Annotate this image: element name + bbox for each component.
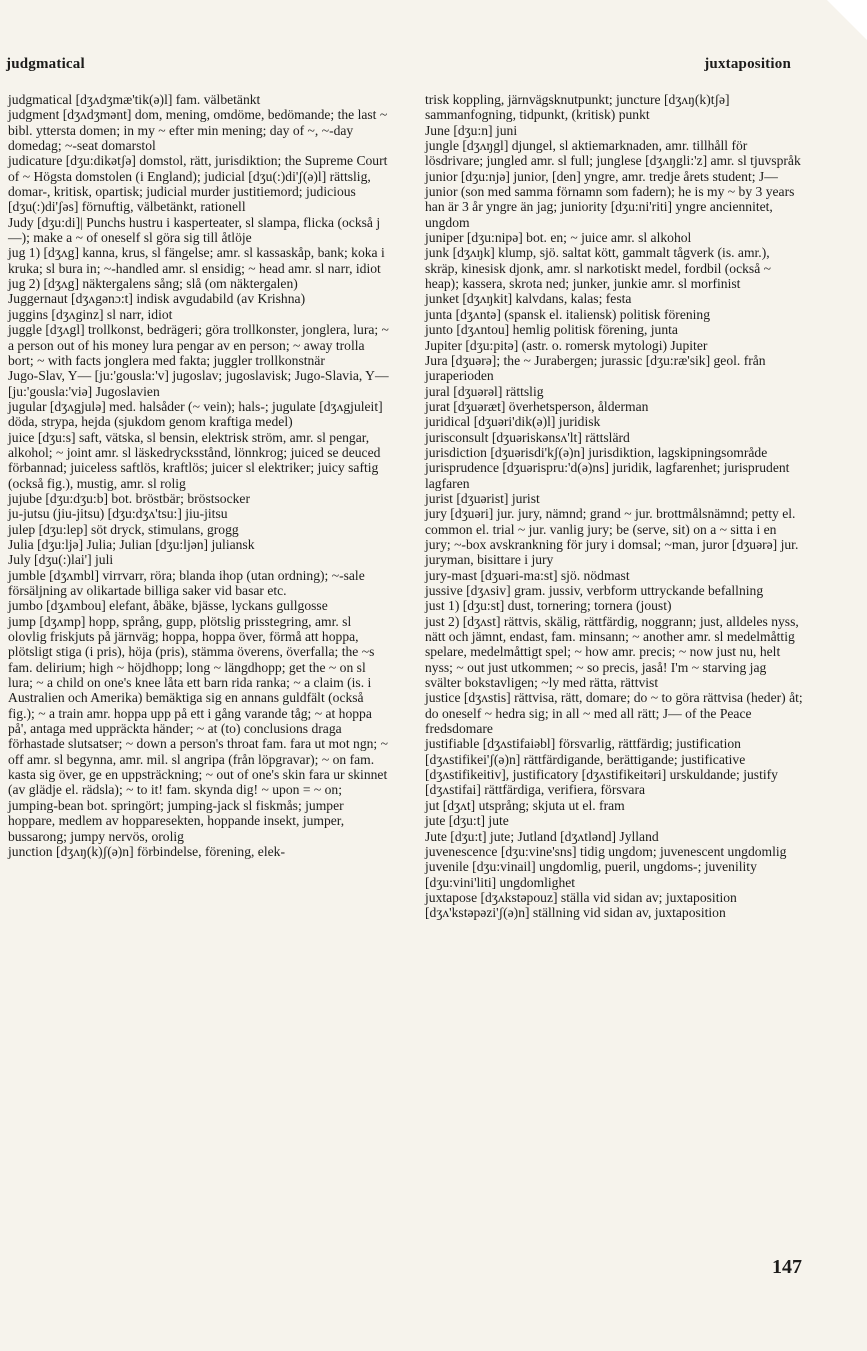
- page-corner: [827, 0, 867, 40]
- dictionary-entry: July [dʒu(:)lai'] juli: [8, 552, 114, 568]
- left-column: [8, 92, 392, 859]
- dictionary-entry: Jura [dʒuərə]; the ~ Jurabergen; jurassic [dʒu:ræ'sik] geol. från juraperioden: [425, 352, 766, 384]
- dictionary-entry: justice [dʒʌstis] rättvisa, rätt, domare; do ~ to göra rättvisa (heder) åt; do oneself ~ hedra sig; in all ~ med all rätt; J— of the Peace fredsdomare: [425, 690, 803, 737]
- dictionary-entry: Juggernaut [dʒʌgənɔ:t] indisk avgudabild (av Krishna): [8, 291, 306, 307]
- dictionary-entry: jurist [dʒuərist] jurist: [425, 490, 540, 506]
- dictionary-entry: judicature [dʒu:dikətʃə] domstol, rätt, jurisdiktion; the Supreme Court of ~ Högsta domstolen (i England); judicial [dʒu(:)di'ʃ(ə)l] rättslig, domar-, kritisk, opartisk; judicial murder justitiemord; judicious [dʒu(:)di'ʃəs] förnuftig, välbetänkt, rationell: [8, 153, 388, 215]
- dictionary-entry: just 1) [dʒu:st] dust, tornering; tornera (joust): [425, 598, 672, 614]
- dictionary-entry: juvenile [dʒu:vinail] ungdomlig, pueril, ungdoms-; juvenility [dʒu:vini'liti] ungdomlighet: [425, 859, 757, 890]
- dictionary-entry: jumble [dʒʌmbl] virrvarr, röra; blanda ihop (utan ordning); ~-sale försäljning av olikartade billiga saker vid basar etc.: [8, 567, 365, 598]
- dictionary-entry: junction [dʒʌŋ(k)ʃ(ə)n] förbindelse, förening, elek-: [8, 843, 285, 859]
- dictionary-entry: judgment [dʒʌdʒmənt] dom, mening, omdöme, bedömande; the last ~ bibl. yttersta domen; in my ~ efter min mening; day of ~, ~-day domedag; ~-seat domarstol: [8, 107, 388, 154]
- dictionary-entry: ju-jutsu (jiu-jitsu) [dʒu:dʒʌ'tsu:] jiu-jitsu: [8, 506, 228, 522]
- dictionary-entry: juridical [dʒuəri'dik(ə)l] juridisk: [425, 414, 601, 430]
- dictionary-entry: jujube [dʒu:dʒu:b] bot. bröstbär; bröstsocker: [8, 490, 250, 506]
- dictionary-entry: Julia [dʒu:ljə] Julia; Julian [dʒu:ljən] juliansk: [8, 536, 255, 552]
- dictionary-entry: jungle [dʒʌŋgl] djungel, sl aktiemarknaden, amr. tillhåll för lösdrivare; jungled amr. sl full; junglese [dʒʌŋgli:'z] amr. sl tjuvspråk: [425, 138, 801, 169]
- dictionary-entry: juvenescence [dʒu:vine'sns] tidig ungdom; juvenescent ungdomlig: [425, 843, 787, 859]
- dictionary-entry: jurisdiction [dʒuərisdi'kʃ(ə)n] jurisdiktion, lagskipningsområde: [425, 444, 768, 460]
- right-column: [425, 92, 805, 921]
- dictionary-entry: juggle [dʒʌgl] trollkonst, bedrägeri; göra trollkonster, jonglera, lura; ~ a person out of his money lura pengar av en person; ~ away trolla bort; ~ with facts jonglera med fakta; juggler trollkonstnär: [8, 322, 389, 368]
- dictionary-entry: jury [dʒuəri] jur. jury, nämnd; grand ~ jur. brottmålsnämnd; petty el. common el. trial ~ jur. vanlig jury; be (serve, sit) on a ~ sitta i en jury; ~-box avskrankning för jury i domsal; ~man, juror [dʒuərə] jur. juryman, bisittare i jury: [425, 506, 799, 568]
- dictionary-entry: jurisprudence [dʒuərispru:'d(ə)ns] juridik, lagfarenhet; jurisprudent lagfaren: [425, 460, 790, 491]
- dictionary-entry: juggins [dʒʌginz] sl narr, idiot: [8, 306, 173, 322]
- dictionary-entry: Jupiter [dʒu:pitə] (astr. o. romersk mytologi) Jupiter: [425, 337, 708, 353]
- dictionary-entry: just 2) [dʒʌst] rättvis, skälig, rättfärdig, noggrann; just, alldeles nyss, nätt och jämnt, endast, fam. minsann; ~ another amr. sl medelmåttig spelare, medelmåttigt spel; ~ how amr. precis; ~ now just nu, helt nyss; ~ out just utkommen; ~ so precis, jaså! I'm ~ starving jag svälter bokstavligen; ~ly med rätta, rättvist: [425, 613, 799, 691]
- dictionary-entry: Jugo-Slav, Y— [ju:'gousla:'v] jugoslav; jugoslavisk; Jugo-Slavia, Y— [ju:'gousla:'viə] Jugoslavien: [8, 368, 389, 399]
- dictionary-entry: trisk koppling, järnvägsknutpunkt; juncture [dʒʌŋ(k)tʃə] sammanfogning, tidpunkt, (kritisk) punkt: [425, 92, 730, 123]
- left-guide-word: judgmatical: [6, 56, 85, 72]
- dictionary-entry: junior [dʒu:njə] junior, [den] yngre, amr. tredje årets student; J— junior (son med samma förnamn som fadern); he is my ~ by 3 years han är 3 år yngre än jag; juniority [dʒu:ni'riti] yngre anciennitet, ungdom: [425, 168, 795, 230]
- dictionary-entry: jurat [dʒuəræt] överhetsperson, ålderman: [425, 398, 649, 414]
- dictionary-entry: June [dʒu:n] juni: [425, 122, 518, 138]
- right-guide-word: juxtaposition: [704, 56, 791, 72]
- dictionary-entry: juice [dʒu:s] saft, vätska, sl bensin, elektrisk ström, amr. sl pengar, alkohol; ~ joint amr. sl läskedrycksstånd, lönnkrog; juiced se deuced förbannad; juiceless saftlös, kraftlös; juicer sl elektriker; juicy saftig (också fig.), mustig, amr. sl rolig: [8, 429, 381, 491]
- dictionary-entry: jussive [dʒʌsiv] gram. jussiv, verbform uttryckande befallning: [425, 583, 764, 598]
- dictionary-entry: junto [dʒʌntou] hemlig politisk förening, junta: [425, 322, 678, 338]
- dictionary-entry: judgmatical [dʒʌdʒmæ'tik(ə)l] fam. välbetänkt: [8, 92, 261, 107]
- page-number: 147: [772, 1256, 802, 1278]
- dictionary-entry: junk [dʒʌŋk] klump, sjö. saltat kött, gammalt tågverk (is. amr.), skräp, kinesisk djonk, amr. sl narkotiskt medel, fordbil (också ~ heap); kassera, skrota ned; junker, junkie amr. sl morfinist: [425, 245, 772, 292]
- dictionary-entry: juniper [dʒu:nipə] bot. en; ~ juice amr. sl alkohol: [425, 230, 692, 246]
- dictionary-entry: jute [dʒu:t] jute: [425, 813, 509, 829]
- dictionary-entry: jug 2) [dʒʌg] näktergalens sång; slå (om näktergalen): [8, 276, 298, 292]
- dictionary-entry: jural [dʒuərəl] rättslig: [425, 383, 544, 399]
- dictionary-entry: jurisconsult [dʒuəriskənsʌ'lt] rättslärd: [425, 429, 630, 445]
- dictionary-entry: justifiable [dʒʌstifaiəbl] försvarlig, rättfärdig; justification [dʒʌstifikei'ʃ(ə)n] rättfärdigande, berättigande; justificative [dʒʌstifikeitiv], justificatory [dʒʌstifikeitəri] urskuldande; justify [dʒʌstifai] rättfärdiga, verifiera, försvara: [425, 736, 778, 798]
- dictionary-entry: jut [dʒʌt] utsprång; skjuta ut el. fram: [425, 797, 625, 813]
- dictionary-entry: julep [dʒu:lep] söt dryck, stimulans, grogg: [8, 521, 239, 537]
- dictionary-entry: jump [dʒʌmp] hopp, språng, gupp, plötslig prisstegring, amr. sl olovlig friskjuts på järnväg; hoppa, hoppa över, förmå att hoppa, plötsligt stiga (i pris), höja (pris), stämma överens, överfalla; the ~s fam. delirium; high ~ höjdhopp; long ~ längdhopp; get the ~ on sl lura; ~ a child on one's knee låta ett barn rida ranka; ~ a claim (is. i Australien och Amerika) bemäktiga sig en annans guldfält (också fig.); ~ a train amr. hoppa upp på ett i gång varande tåg; ~ at hoppa på', antaga med uppräckta händer; ~ at (to) conclusions draga förhastade slutsatser; ~ down a person's throat fam. fara ut mot ngn; ~ off amr. sl begynna, amr. mil. sl angripa (från löpgravar); ~ on fam. kasta sig över, ge en uppsträckning; ~ out of one's skin fara ur skinnet (av glädje el. rädsla); ~ to it! fam. skynda dig! ~ upon = ~ on; jumping-bean bot. springört; jumping-jack sl fiskmås; jumper hoppare, medlem av hopparesekten, hoppande insekt, jumper, bussarong; jumpy nervös, orolig: [8, 613, 388, 844]
- dictionary-entry: Judy [dʒu:di]| Punchs hustru i kasperteater, sl slampa, flicka (också j—); make a ~ of oneself sl göra sig till åtlöje: [8, 214, 381, 246]
- dictionary-entry: Jute [dʒu:t] jute; Jutland [dʒʌtlənd] Jylland: [425, 828, 659, 844]
- dictionary-entry: jug 1) [dʒʌg] kanna, krus, sl fängelse; amr. sl kassaskåp, bank; koka i kruka; sl bura in; ~-handled amr. sl ensidig; ~ head amr. sl narr, idiot: [8, 245, 385, 276]
- dictionary-entry: junta [dʒʌntə] (spansk el. italiensk) politisk förening: [425, 306, 711, 322]
- dictionary-entry: jugular [dʒʌgjulə] med. halsåder (~ vein); hals-; jugulate [dʒʌgjuleit] döda, strypa, hejda (sjukdom genom kraftiga medel): [8, 398, 383, 430]
- dictionary-entry: jumbo [dʒʌmbou] elefant, åbäke, bjässe, lyckans gullgosse: [8, 598, 328, 614]
- dictionary-entry: juxtapose [dʒʌkstəpouz] ställa vid sidan av; juxtaposition [dʒʌ'kstəpəzi'ʃ(ə)n] ställning vid sidan av, juxtaposition: [425, 889, 737, 921]
- dictionary-entry: junket [dʒʌŋkit] kalvdans, kalas; festa: [425, 291, 632, 307]
- dictionary-entry: jury-mast [dʒuəri-ma:st] sjö. nödmast: [425, 567, 630, 583]
